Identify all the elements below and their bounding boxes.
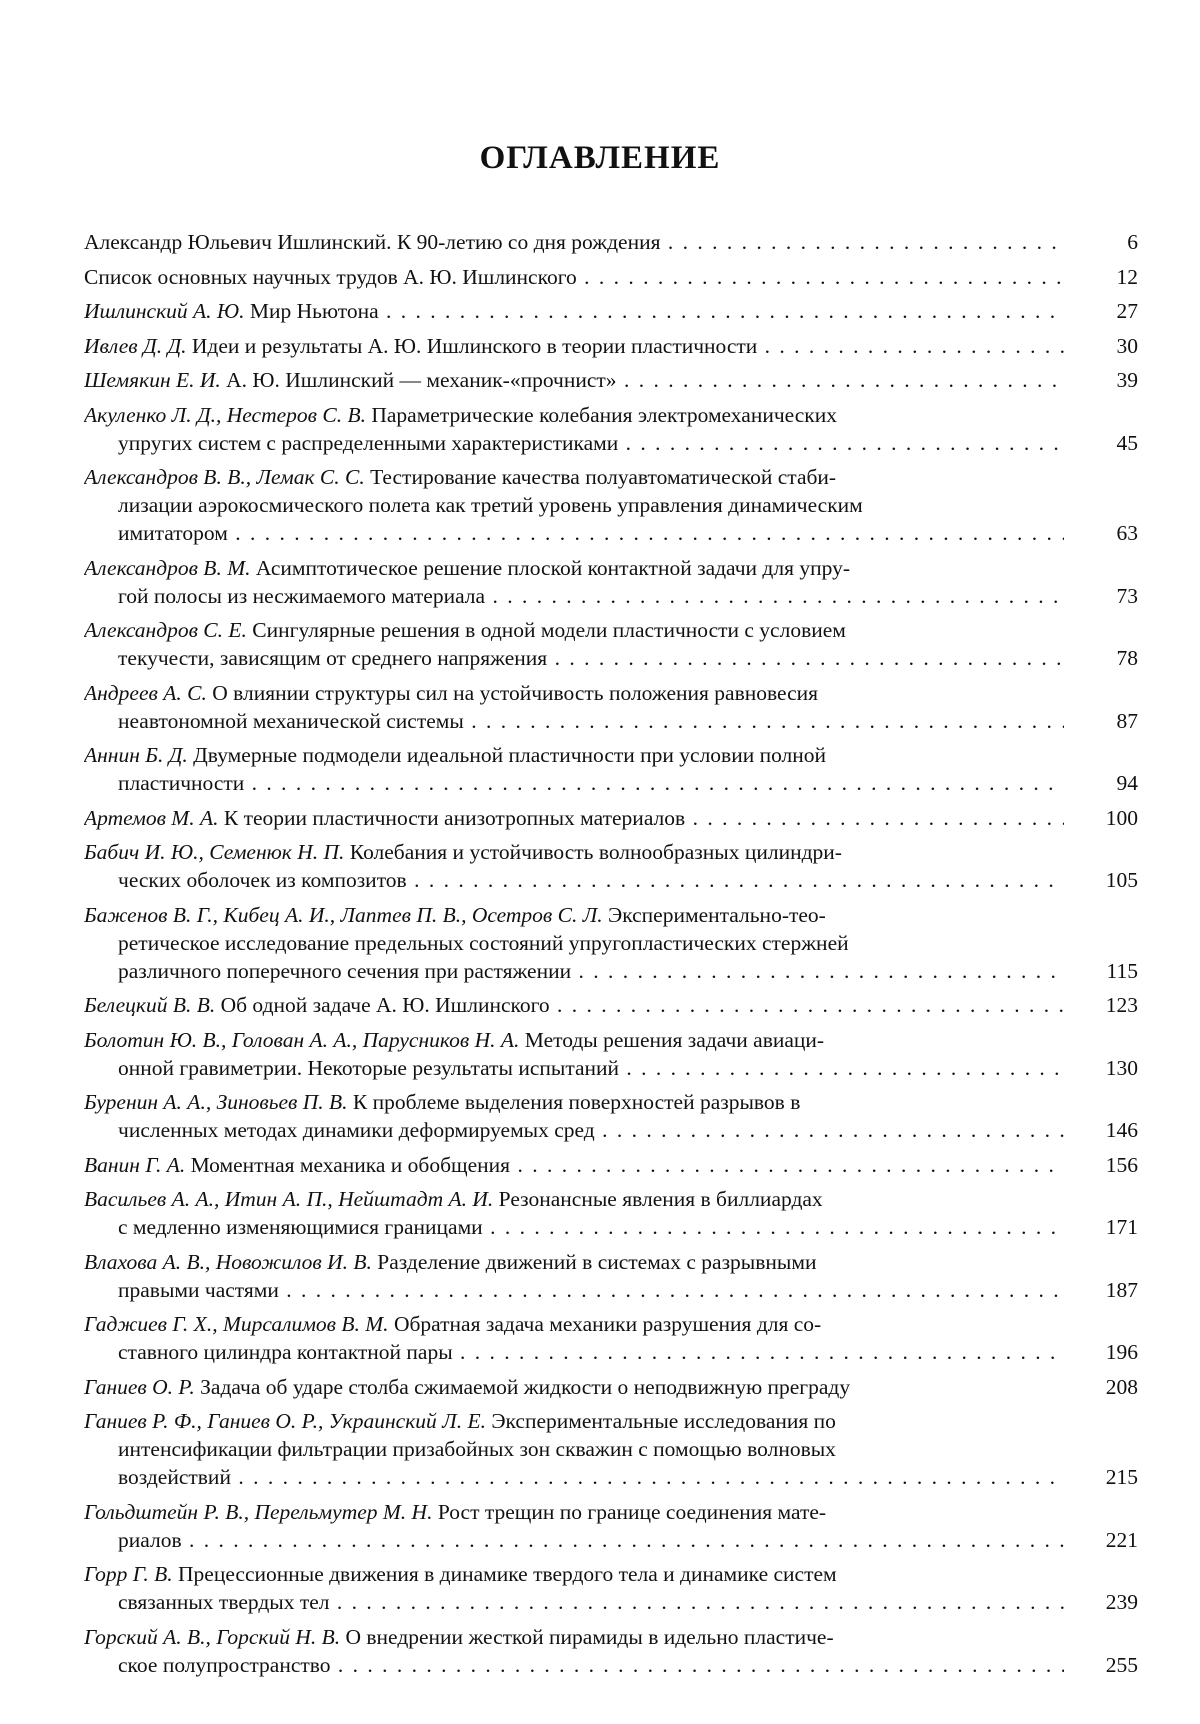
entry-authors: Артемов М. А. (84, 805, 219, 830)
toc-entry-line (84, 1588, 1064, 1616)
toc-entry-line (84, 366, 1064, 394)
toc-entry-line (84, 1310, 1064, 1338)
entry-page-number: 39 (1116, 368, 1138, 392)
toc-entry (84, 1623, 1138, 1679)
entry-authors: Аннин Б. Д. (84, 743, 188, 767)
toc-entry-line (84, 616, 1064, 644)
entry-authors: Ивлев Д. Д. (84, 333, 187, 358)
entry-title: упругих систем с распределенными характеристиками . . . (118, 431, 1064, 455)
entry-page-number: 239 (1105, 1590, 1138, 1614)
entry-title: неавтономной механической системы . . . (118, 709, 1064, 733)
entry-title: Список основных научных трудов А. Ю. Ишлинского . . . (84, 265, 1064, 289)
toc-entry-line (84, 1276, 1064, 1304)
toc-entry-line (84, 554, 1064, 582)
entry-title: Резонансные явления в биллиардах (493, 1187, 823, 1211)
toc-entry (84, 332, 1138, 360)
entry-authors: Александров С. Е. (84, 618, 247, 642)
toc-entry-line (84, 1407, 1064, 1435)
entry-title: пластичности . . . (118, 771, 1064, 795)
toc-entry-line (84, 1088, 1064, 1116)
toc-entry-line (84, 1373, 1064, 1401)
entry-title: О влиянии структуры сил на устойчивость положения равновесия (206, 680, 819, 705)
entry-page-number: 73 (1116, 583, 1138, 608)
entry-page-number: 156 (1105, 1152, 1138, 1177)
entry-title: Задача об ударе столба сжимаемой жидкости о неподвижную преграду (194, 1374, 851, 1399)
toc-entry (84, 1185, 1138, 1241)
toc-entry-line (84, 401, 1064, 429)
toc-entry (84, 1373, 1138, 1401)
entry-title: ческих оболочек из композитов . . . (118, 868, 1064, 892)
table-of-contents (84, 228, 1138, 1685)
entry-title: связанных твердых тел . . . (118, 1590, 1064, 1614)
toc-entry-line (84, 1651, 1064, 1679)
toc-entry-line (84, 582, 1064, 610)
toc-entry-line (84, 1054, 1064, 1082)
entry-page-number: 94 (1116, 771, 1138, 795)
toc-entry-line (84, 769, 1064, 797)
entry-title: различного поперечного сечения при растяжении . . . (118, 959, 1064, 983)
entry-page-number: 171 (1105, 1215, 1138, 1239)
toc-entry-line (84, 707, 1064, 735)
toc-entry-line (84, 1213, 1064, 1241)
toc-entry-line (84, 1338, 1064, 1366)
entry-page-number: 130 (1105, 1055, 1138, 1080)
entry-title: численных методах динамики деформируемых сред . . . (118, 1118, 1064, 1142)
entry-page-number: 12 (1116, 264, 1138, 289)
toc-entry-line (84, 332, 1064, 360)
toc-entry-line (84, 1560, 1064, 1588)
entry-page-number: 78 (1116, 646, 1138, 670)
toc-entry (84, 838, 1138, 894)
toc-entry (84, 228, 1138, 256)
entry-authors: Васильев А. А., Итин А. П., Нейштадт А. И. (84, 1187, 494, 1211)
toc-entry-line (84, 957, 1064, 985)
entry-title: Об одной задаче А. Ю. Ишлинского . . . (215, 993, 1064, 1017)
entry-title: правыми частями . . . (118, 1278, 1064, 1302)
toc-entry-line (84, 1248, 1064, 1276)
entry-authors: Ганиев Р. Ф., Ганиев О. Р., Украинский Л. Е. (84, 1409, 486, 1433)
toc-entry-line (84, 1185, 1064, 1213)
toc-entry-line (84, 519, 1064, 547)
entry-title: Сингулярные решения в одной модели пластичности с условием (246, 618, 846, 642)
entry-title: Рост трещин по границе соединения мате- (432, 1499, 827, 1524)
toc-entry-line (84, 838, 1064, 866)
entry-title: О внедрении жесткой пирамиды в идельно пластиче- (340, 1624, 834, 1649)
entry-authors: Горский А. В., Горский Н. В. (84, 1624, 341, 1649)
entry-title: Обратная задача механики разрушения для со- (388, 1312, 822, 1336)
toc-entry-line (84, 228, 1064, 256)
entry-title: с медленно изменяющимися границами . . . (118, 1215, 1064, 1239)
page-title: ОГЛАВЛЕНИЕ (479, 140, 721, 176)
entry-title: Методы решения задачи авиаци- (519, 1027, 825, 1052)
toc-entry-line (84, 1463, 1064, 1491)
entry-title: Тестирование качества полуавтоматической стаби- (364, 465, 837, 489)
entry-authors: Андреев А. С. (84, 680, 207, 705)
entry-page-number: 123 (1105, 993, 1138, 1017)
toc-entry (84, 554, 1138, 610)
toc-entry-line (84, 901, 1064, 929)
entry-title: Колебания и устойчивость волнообразных цилиндри- (344, 840, 842, 864)
toc-entry (84, 1026, 1138, 1082)
toc-entry (84, 741, 1138, 797)
entry-page-number: 45 (1116, 430, 1138, 455)
entry-page-number: 187 (1105, 1277, 1138, 1302)
entry-page-number: 208 (1105, 1374, 1138, 1399)
entry-title: К теории пластичности анизотропных материалов . . . (218, 806, 1064, 830)
toc-entry (84, 616, 1138, 672)
entry-title: Асимптотическое решение плоской контактной задачи для упру- (250, 555, 850, 580)
entry-authors: Баженов В. Г., Кибец А. И., Лаптев П. В., Осетров С. Л. (84, 902, 603, 927)
toc-entry-line (84, 644, 1064, 672)
toc-entry (84, 1407, 1138, 1491)
entry-page-number: 100 (1105, 805, 1138, 830)
entry-title: ставного цилиндра контактной пары . . . (118, 1340, 1064, 1364)
entry-page-number: 30 (1116, 333, 1138, 358)
toc-entry-line (84, 1116, 1064, 1144)
entry-title: Экспериментальные исследования по (485, 1409, 836, 1433)
entry-authors: Ганиев О. Р. (84, 1374, 195, 1399)
entry-title: риалов . . . (118, 1528, 1064, 1552)
toc-entry (84, 401, 1138, 457)
toc-entry (84, 679, 1138, 735)
entry-authors: Болотин Ю. В., Голован А. А., Парусников Н. А. (84, 1027, 520, 1052)
entry-title: А. Ю. Ишлинский — механик-«прочнист» . . . (221, 368, 1064, 392)
toc-entry-line (84, 491, 1064, 519)
toc-entry-line (84, 991, 1064, 1019)
toc-entry (84, 804, 1138, 832)
entry-authors: Александров В. В., Лемак С. С. (84, 465, 365, 489)
entry-page-number: 87 (1116, 708, 1138, 733)
entry-title: имитатором . . . (118, 521, 1064, 545)
toc-entry-line (84, 866, 1064, 894)
entry-title: интенсификации фильтрации призабойных зон скважин с помощью волновых (118, 1437, 836, 1461)
toc-entry (84, 1310, 1138, 1366)
entry-authors: Влахова А. В., Новожилов И. В. (84, 1249, 372, 1274)
toc-entry-line (84, 263, 1064, 291)
toc-entry-line (84, 1623, 1064, 1651)
toc-entry-line (84, 804, 1064, 832)
entry-authors: Буренин А. А., Зиновьев П. В. (84, 1090, 348, 1114)
entry-page-number: 196 (1105, 1340, 1138, 1364)
entry-authors: Александров В. М. (84, 555, 251, 580)
toc-entry-line (84, 297, 1064, 325)
toc-entry-line (84, 1498, 1064, 1526)
toc-entry-line (84, 1026, 1064, 1054)
entry-page-number: 215 (1105, 1465, 1138, 1489)
toc-entry (84, 991, 1138, 1019)
entry-title: Разделение движений в системах с разрывными (371, 1249, 817, 1274)
toc-entry-line (84, 929, 1064, 957)
entry-title: Александр Юльевич Ишлинский. К 90-летию со дня рождения . . . (84, 230, 1064, 254)
entry-title: Параметрические колебания электромеханических (365, 402, 837, 427)
toc-entry-line (84, 741, 1064, 769)
entry-authors: Гаджиев Г. Х., Мирсалимов В. М. (84, 1312, 389, 1336)
entry-authors: Горр Г. В. (84, 1562, 173, 1586)
toc-entry (84, 463, 1138, 547)
toc-entry (84, 1151, 1138, 1179)
entry-authors: Бабич И. Ю., Семенюк Н. П. (84, 840, 345, 864)
toc-entry-line (84, 1526, 1064, 1554)
entry-title: К проблеме выделения поверхностей разрывов в (347, 1090, 801, 1114)
toc-entry-line (84, 463, 1064, 491)
entry-page-number: 146 (1105, 1118, 1138, 1142)
entry-title: текучести, зависящим от среднего напряжения . . . (118, 646, 1064, 670)
entry-page-number: 105 (1105, 868, 1138, 892)
entry-page-number: 63 (1116, 521, 1138, 545)
entry-title: воздействий . . . (118, 1465, 1064, 1489)
entry-page-number: 115 (1106, 958, 1138, 983)
entry-authors: Белецкий В. В. (84, 993, 216, 1017)
toc-entry-line (84, 429, 1064, 457)
entry-title: Моментная механика и обобщения . . . (185, 1153, 1064, 1177)
toc-entry (84, 263, 1138, 291)
toc-entry-line (84, 679, 1064, 707)
entry-page-number: 6 (1127, 230, 1138, 254)
toc-entry (84, 1560, 1138, 1616)
entry-authors: Шемякин Е. И. (84, 368, 221, 392)
entry-authors: Ишлинский А. Ю. (84, 299, 245, 323)
toc-entry (84, 1248, 1138, 1304)
entry-authors: Акуленко Л. Д., Нестеров С. В. (84, 402, 366, 427)
entry-title: Мир Ньютона . . . (244, 299, 1064, 323)
toc-entry-line (84, 1151, 1064, 1179)
toc-entry (84, 901, 1138, 985)
entry-title: Идеи и результаты А. Ю. Ишлинского в теории пластичности . . . (187, 334, 1064, 358)
entry-title: Экспериментально-тео- (602, 902, 826, 927)
toc-entry-line (84, 1435, 1064, 1463)
entry-title: лизации аэрокосмического полета как третий уровень управления динамическим (118, 493, 863, 517)
entry-title: онной гравиметрии. Некоторые результаты испытаний . . . (118, 1056, 1064, 1080)
entry-title: Двумерные подмодели идеальной пластичности при условии полной (187, 743, 827, 767)
toc-entry (84, 297, 1138, 325)
entry-page-number: 221 (1105, 1527, 1138, 1552)
entry-title: Прецессионные движения в динамике твердого тела и динамике систем (172, 1562, 837, 1586)
toc-entry (84, 1498, 1138, 1554)
toc-entry (84, 366, 1138, 394)
entry-title: ретическое исследование предельных состояний упругопластических стержней (118, 930, 849, 955)
entry-title: гой полосы из несжимаемого материала . . . (118, 584, 1064, 608)
entry-page-number: 27 (1116, 299, 1138, 323)
entry-authors: Гольдштейн Р. В., Перельмутер М. Н. (84, 1499, 433, 1524)
entry-title: ское полупространство . . . (118, 1653, 1064, 1677)
entry-page-number: 255 (1105, 1652, 1138, 1677)
entry-authors: Ванин Г. А. (84, 1152, 186, 1177)
toc-entry (84, 1088, 1138, 1144)
